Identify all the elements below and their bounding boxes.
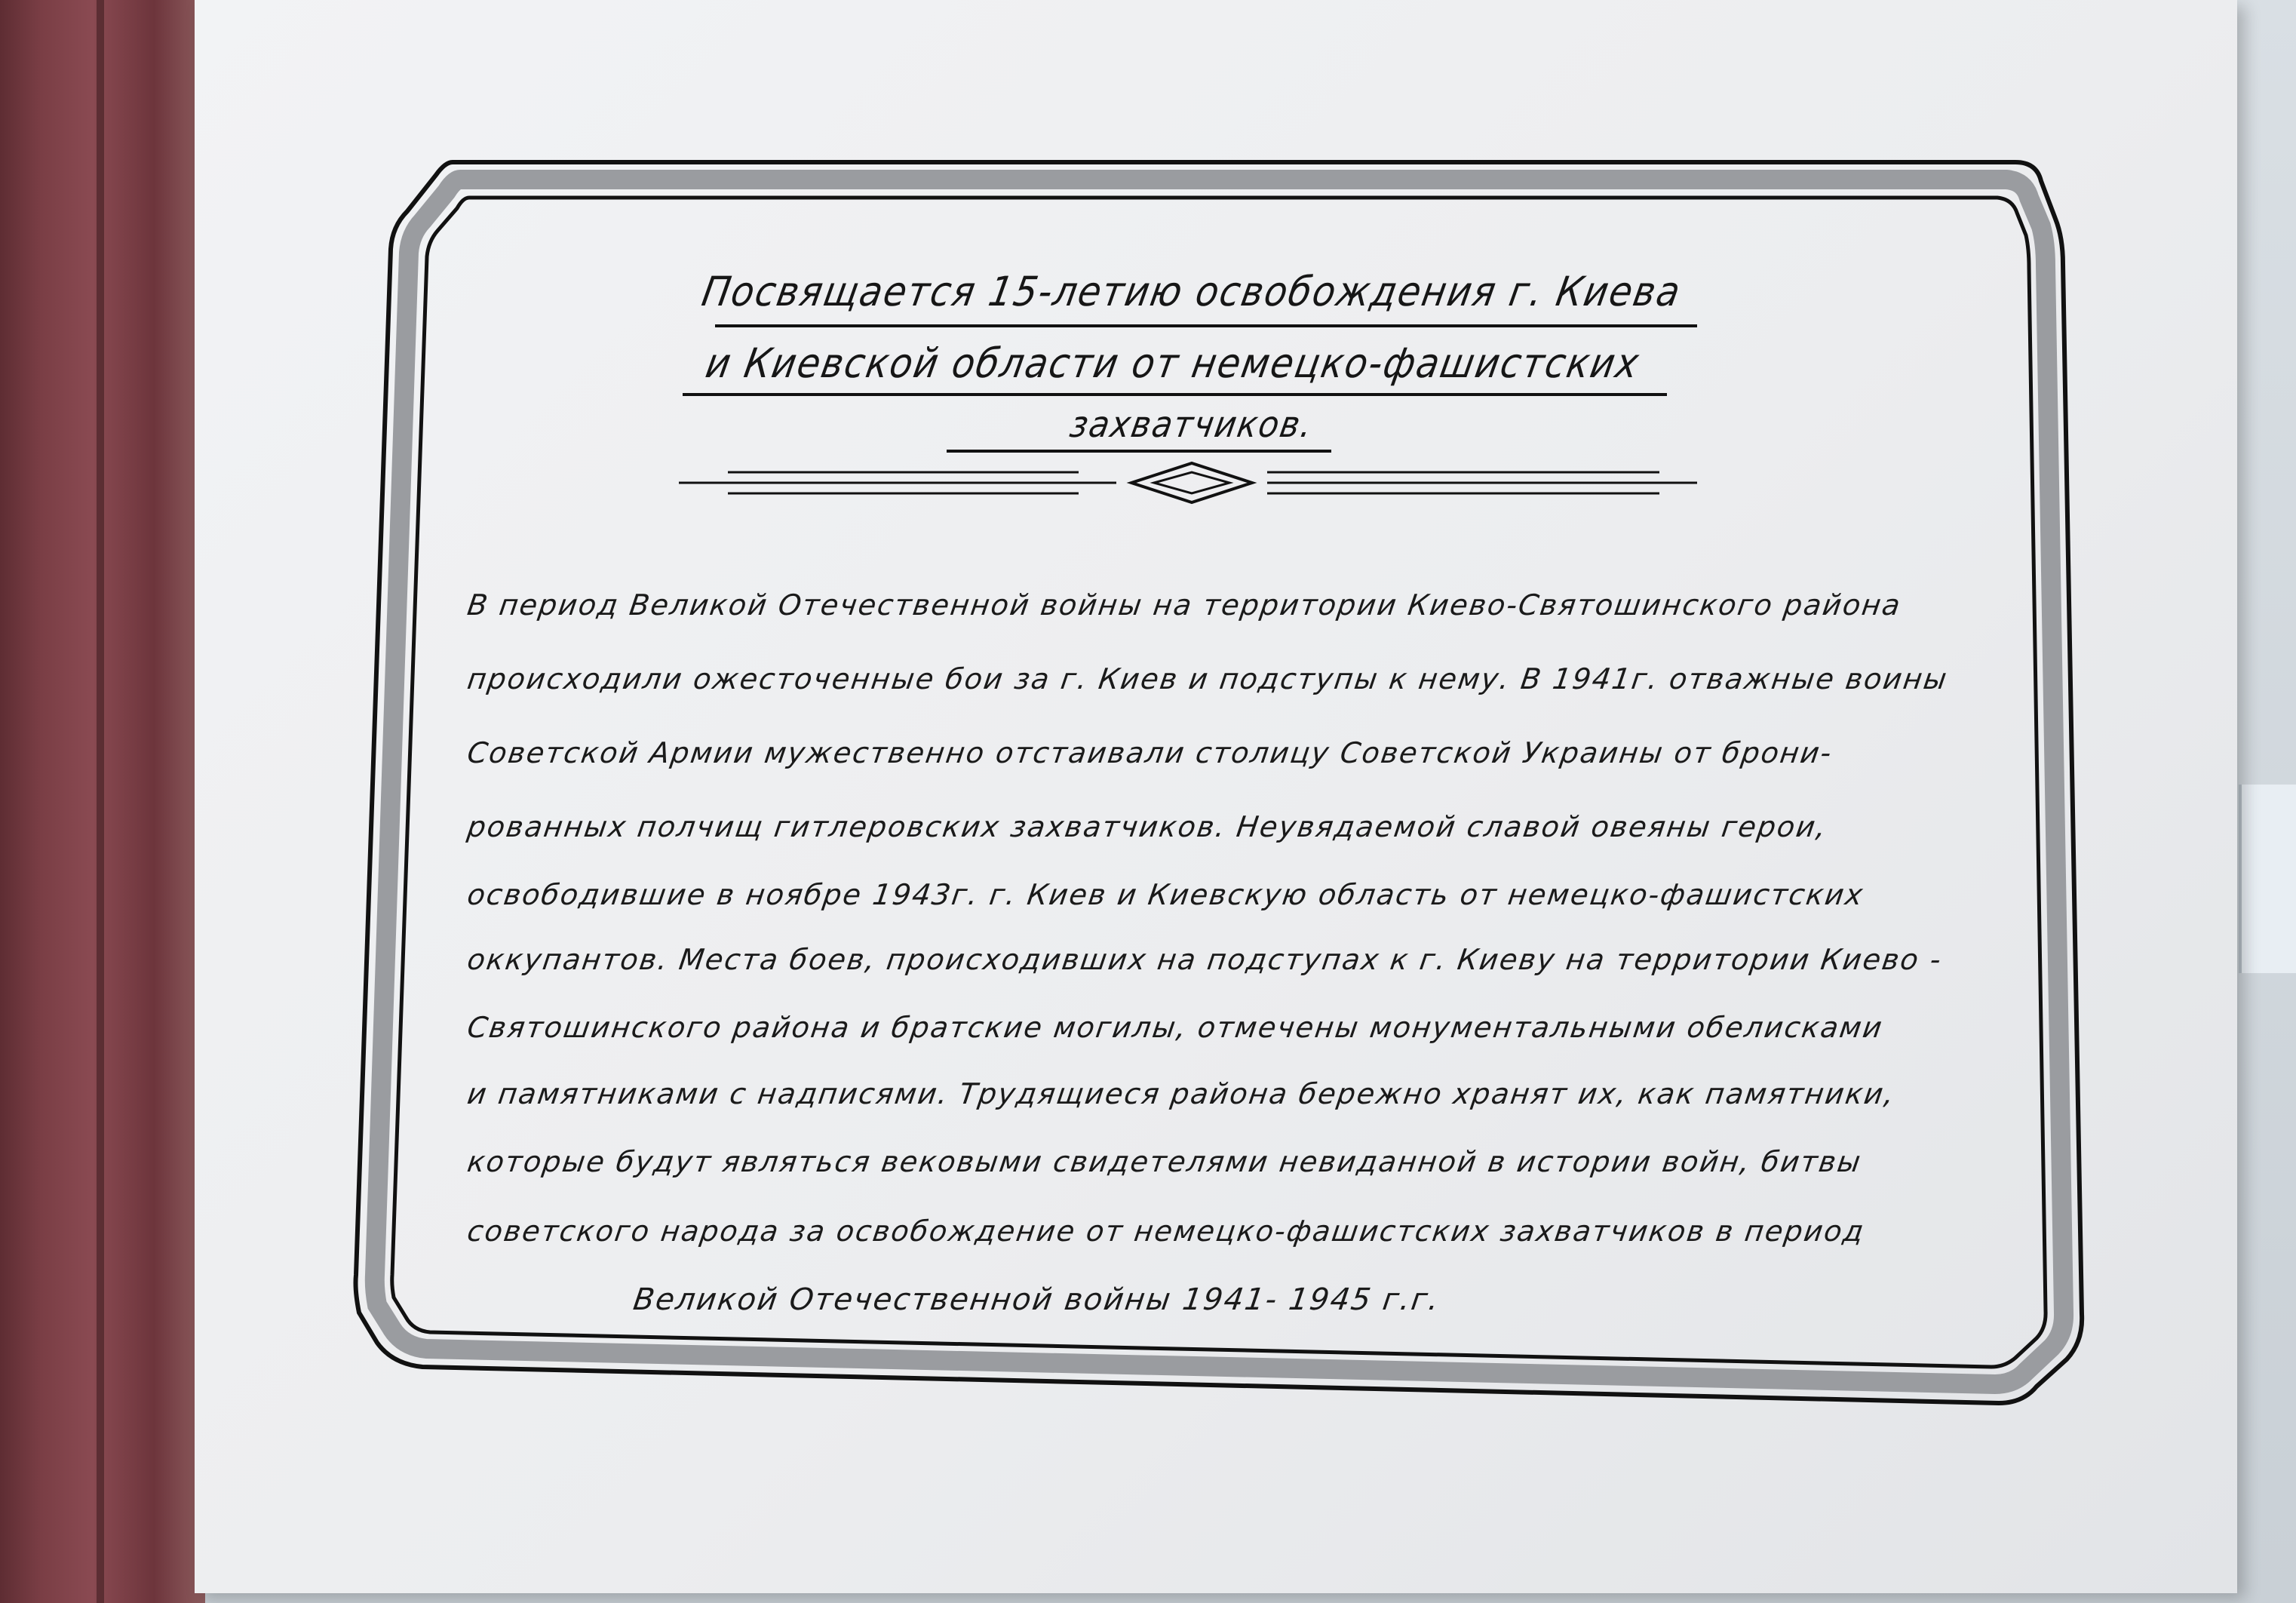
album-cover-spine (0, 0, 205, 1603)
body-text-line: рованных полчищ гитлеровских захватчиков. Неувядаемой славой овеяны герои, (465, 810, 1830, 843)
dedication-title-line-1: Посвящается 15-летию освобождения г. Киева (698, 268, 1685, 315)
body-text-line: которые будут являться вековыми свидетелями невиданной в истории войн, битвы (465, 1145, 1865, 1178)
body-text-line: и памятниками с надписями. Трудящиеся района бережно хранят их, как памятники, (465, 1077, 1898, 1110)
closing-text-line: Великой Отечественной войны 1941- 1945 г.г. (631, 1282, 1443, 1317)
body-text-line: освободившие в ноябре 1943г. г. Киев и Киевскую область от немецко-фашистских (465, 878, 1866, 911)
body-text-line: Советской Армии мужественно отстаивали столицу Советской Украины от брони- (465, 736, 1835, 769)
album-page (195, 0, 2237, 1593)
body-text-line: Святошинского района и братские могилы, отмечены монументальными обелисками (465, 1011, 1886, 1044)
body-text-line: оккупантов. Места боев, происходивших на подступах к г. Киеву на территории Киево - (465, 943, 1945, 976)
dedication-title-line-2: и Киевской области от немецко-фашистских (702, 339, 1644, 387)
body-text-line: происходили ожесточенные бои за г. Киев и подступы к нему. В 1941г. отважные воины (465, 662, 1951, 696)
body-text-line: советского народа за освобождение от немецко-фашистских захватчиков в период (465, 1215, 1868, 1248)
body-text-line: В период Великой Отечественной войны на территории Киево-Святошинского района (465, 588, 1904, 622)
dedication-title-line-3: захватчиков. (1067, 404, 1317, 446)
page-edge-tab (2239, 785, 2296, 973)
